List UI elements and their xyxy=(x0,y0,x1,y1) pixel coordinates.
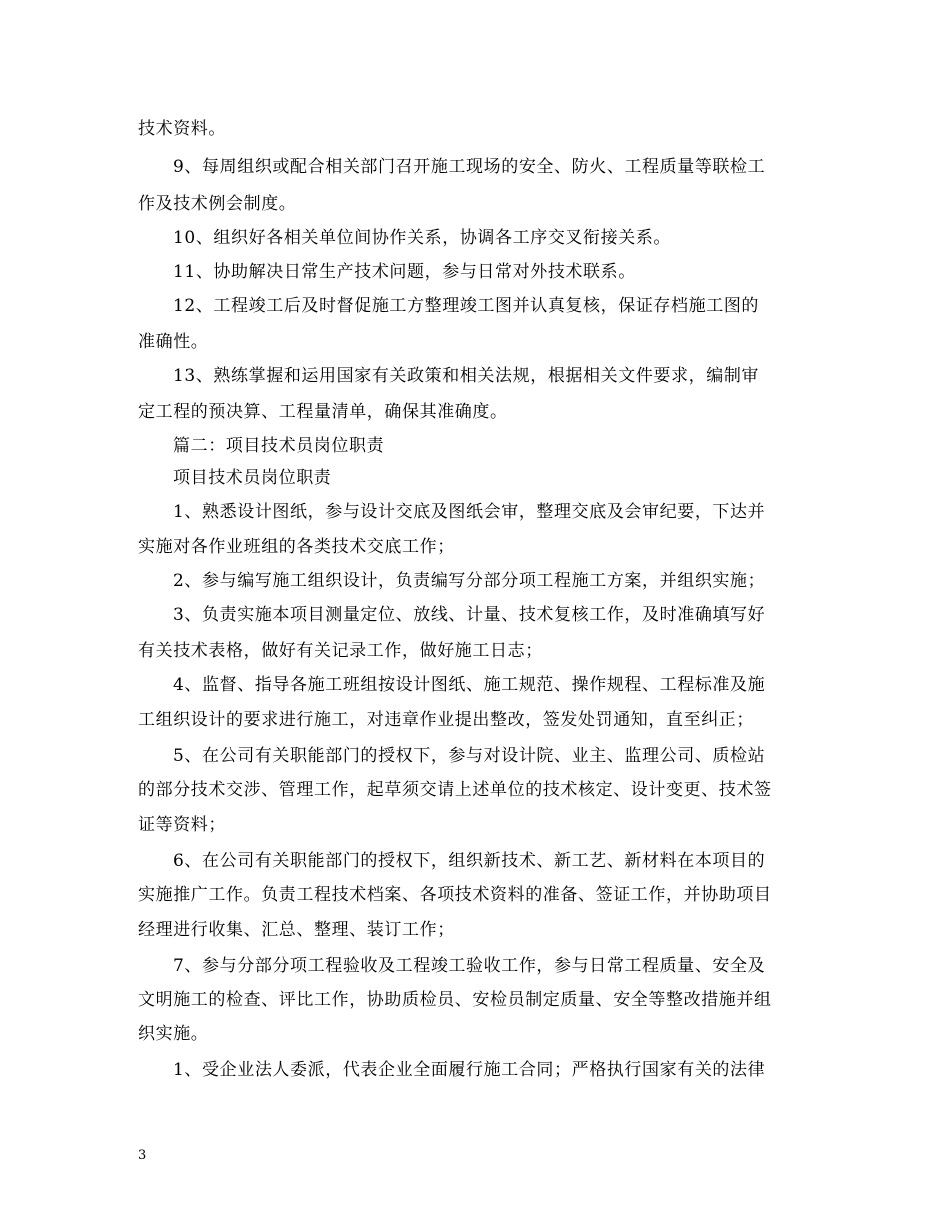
text-line: 工组织设计的要求进行施工，对违章作业提出整改，签发处罚通知，直至纠正； xyxy=(138,710,754,730)
section-heading: 篇二：项目技术员岗位职责 xyxy=(173,436,385,456)
text-line: 13、熟练掌握和运用国家有关政策和相关法规，根据相关文件要求，编制审 xyxy=(173,366,760,386)
text-line: 3、负责实施本项目测量定位、放线、计量、技术复核工作，及时准确填写好 xyxy=(173,605,766,625)
text-line: 7、参与分部分项工程验收及工程竣工验收工作，参与日常工程质量、安全及 xyxy=(173,956,766,976)
text-line: 12、工程竣工后及时督促施工方整理竣工图并认真复核，保证存档施工图的 xyxy=(173,296,760,316)
text-line: 实施对各作业班组的各类技术交底工作； xyxy=(138,537,455,557)
text-line: 技术资料。 xyxy=(138,119,226,139)
text-line: 5、在公司有关职能部门的授权下，参与对设计院、业主、监理公司、质检站 xyxy=(173,746,766,766)
text-line: 经理进行收集、汇总、整理、装订工作； xyxy=(138,920,455,940)
text-line: 1、受企业法人委派，代表企业全面履行施工合同；严格执行国家有关的法律 xyxy=(173,1060,766,1080)
text-line: 11、协助解决日常生产技术问题，参与日常对外技术联系。 xyxy=(173,262,636,282)
text-line: 织实施。 xyxy=(138,1024,209,1044)
text-line: 2、参与编写施工组织设计，负责编写分部分项工程施工方案，并组织实施； xyxy=(173,571,766,591)
text-line: 9、每周组织或配合相关部门召开施工现场的安全、防火、工程质量等联检工 xyxy=(173,157,766,177)
text-line: 有关技术表格，做好有关记录工作，做好施工日志； xyxy=(138,641,543,661)
text-line: 准确性。 xyxy=(138,332,209,352)
text-line: 文明施工的检查、评比工作，协助质检员、安检员制定质量、安全等整改措施并组 xyxy=(138,990,772,1010)
text-line: 10、组织好各相关单位间协作关系，协调各工序交叉衔接关系。 xyxy=(173,228,672,248)
page-number: 3 xyxy=(138,1148,147,1163)
text-line: 的部分技术交涉、管理工作，起草须交请上述单位的技术核定、设计变更、技术签 xyxy=(138,780,772,800)
text-line: 作及技术例会制度。 xyxy=(138,194,297,214)
text-line: 6、在公司有关职能部门的授权下，组织新技术、新工艺、新材料在本项目的 xyxy=(173,851,766,871)
text-line: 实施推广工作。负责工程技术档案、各项技术资料的准备、签证工作，并协助项目 xyxy=(138,885,772,905)
text-line: 证等资料； xyxy=(138,815,226,835)
text-line: 定工程的预决算、工程量清单，确保其准确度。 xyxy=(138,402,508,422)
section-subheading: 项目技术员岗位职责 xyxy=(173,468,332,488)
text-line: 4、监督、指导各施工班组按设计图纸、施工规范、操作规程、工程标准及施 xyxy=(173,675,766,695)
text-line: 1、熟悉设计图纸，参与设计交底及图纸会审，整理交底及会审纪要，下达并 xyxy=(173,502,766,522)
